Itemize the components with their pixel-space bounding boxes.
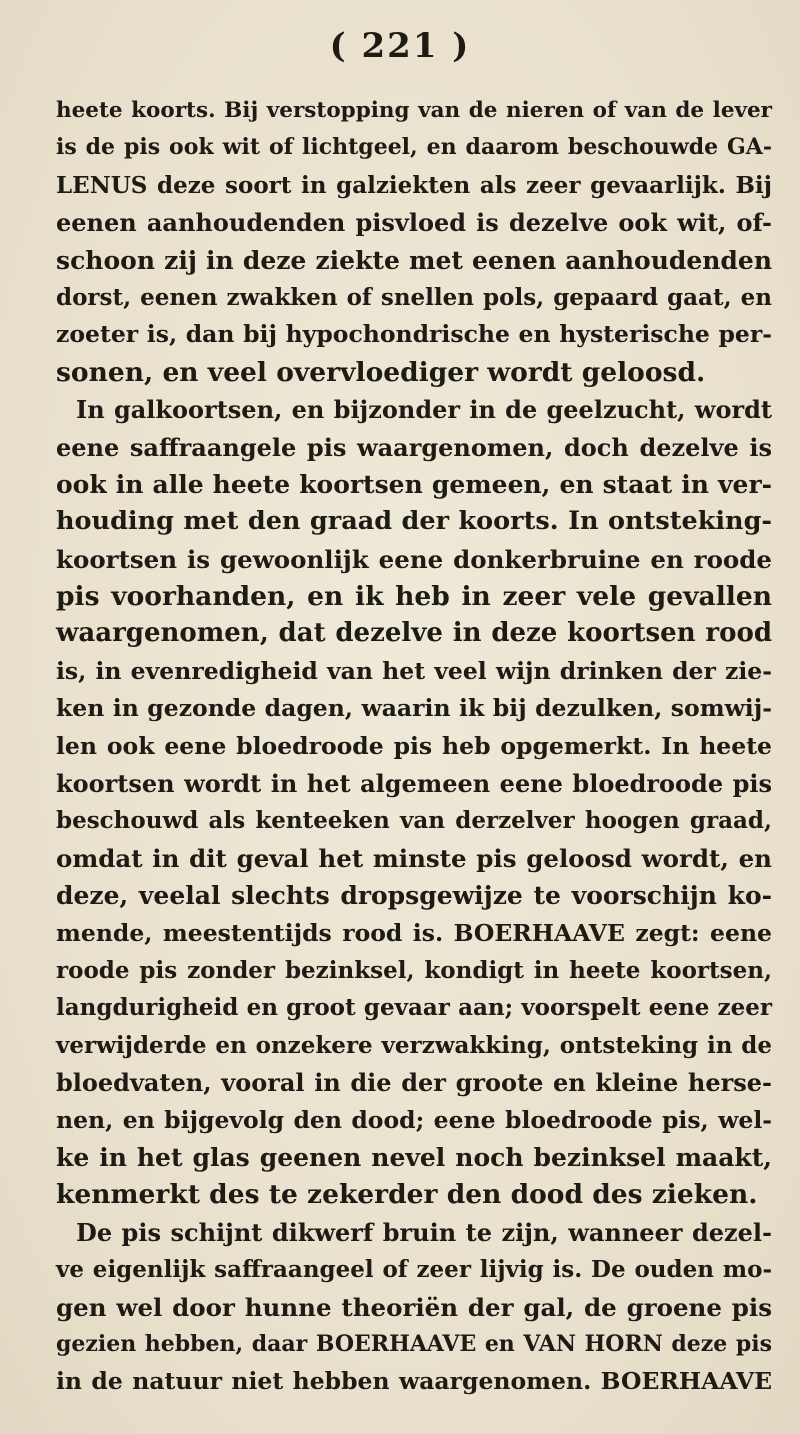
body-text [56,92,772,1401]
text-line: ken in gezonde dagen, waarin ik bij dezulken, somwij- [56,694,772,723]
text-line: len ook eene bloedroode pis heb opgemerkt. In heete [56,731,772,760]
text-line: is, in evenredigheid van het veel wijn drinken der zie- [56,656,772,685]
text-line: nen, en bijgevolg den dood; eene bloedroode pis, wel- [56,1105,772,1134]
page-number: ( 221 ) [329,26,471,66]
text-line: in de natuur niet hebben waargenomen. BOERHAAVE [56,1367,772,1396]
text-line: deze, veelal slechts dropsgewijze te voorschijn ko- [56,881,772,911]
text-line: mende, meestentijds rood is. BOERHAAVE zegt: eene [56,918,772,947]
text-line: pis voorhanden, en ik heb in zeer vele gevallen [56,581,772,613]
text-line: heete koorts. Bij verstopping van de nieren of van de lever [56,98,772,123]
text-line: dorst, eenen zwakken of snellen pols, gepaard gaat, en [56,283,772,311]
text-line: bloedvaten, vooral in die der groote en kleine herse- [56,1068,772,1098]
text-line: verwijderde en onzekere verzwakking, ontsteking in de [56,1031,772,1059]
text-line: ke in het glas geenen nevel noch bezinksel maakt, [56,1142,772,1172]
text-line: gezien hebben, daar BOERHAAVE en VAN HORN deze pis [56,1330,772,1357]
text-line: waargenomen, dat dezelve in deze koortsen rood [56,618,772,649]
text-line: De pis schijnt dikwerf bruin te zijn, wanneer dezel- [76,1217,772,1247]
text-line: eene saffraangele pis waargenomen, doch dezelve is [56,432,772,462]
text-line: langdurigheid en groot gevaar aan; voorspelt eene zeer [56,994,772,1022]
text-line: koortsen is gewoonlijk eene donkerbruine en roode [56,544,772,574]
text-line: In galkoortsen, en bijzonder in de geelzucht, wordt [76,395,772,425]
text-line: sonen, en veel overvloediger wordt geloosd. [56,356,706,388]
text-line: ve eigenlijk saffraangeel of zeer lijvig is. De ouden mo- [56,1256,772,1284]
text-line: koortsen wordt in het algemeen eene bloedroode pis [56,769,772,799]
text-line: ook in alle heete koortsen gemeen, en staat in ver- [56,469,772,499]
text-line: eenen aanhoudenden pisvloed is dezelve ook wit, of- [56,208,772,238]
text-line: roode pis zonder bezinksel, kondigt in heete koortsen, [56,956,772,984]
text-line: LENUS deze soort in galziekten als zeer gevaarlijk. Bij [56,171,772,199]
text-line: houding met den graad der koorts. In ontsteking- [56,506,772,537]
text-line: is de pis ook wit of lichtgeel, en daarom beschouwde GA- [56,134,772,161]
text-line: schoon zij in deze ziekte met eenen aanhoudenden [56,245,772,275]
text-line: zoeter is, dan bij hypochondrische en hysterische per- [56,320,772,349]
text-line: kenmerkt des te zekerder den dood des zieken. [56,1179,758,1211]
text-line: gen wel door hunne theoriën der gal, de groene pis [56,1292,772,1322]
text-line: omdat in dit geval het minste pis geloosd wordt, en [56,843,772,873]
text-line: beschouwd als kenteeken van derzelver hoogen graad, [56,807,772,835]
